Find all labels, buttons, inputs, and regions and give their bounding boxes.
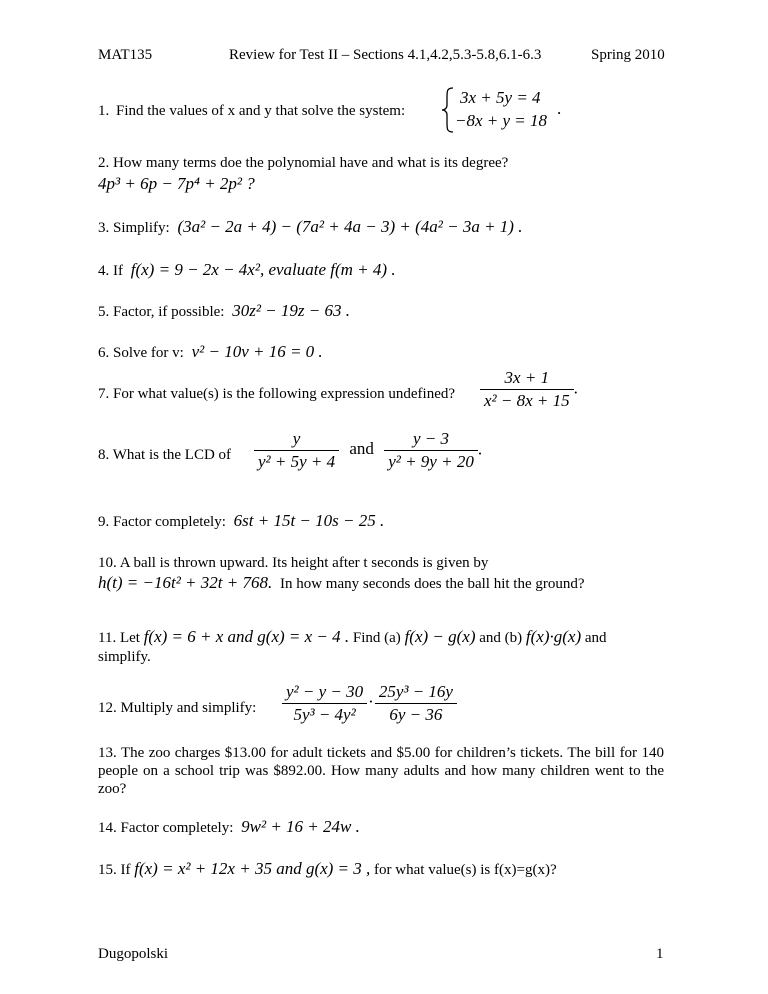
question-11 (98, 628, 607, 647)
question-11-line-2: simplify. (98, 649, 151, 665)
question-text: The zoo charges $13.00 for adult tickets and $5.00 for children’s tickets. The bill for 140 people on a school trip was $892.00. How many adults and how many children went to the zoo? (98, 745, 664, 797)
expression: f(x) = 9 − 2x − 4x², evaluate f(m + 4) . (130, 260, 396, 279)
denominator: y² + 5y + 4 (258, 452, 336, 471)
question-number: 7. (98, 386, 110, 402)
denominator: 5y³ − 4y² (293, 705, 356, 724)
question-text-2: In how many seconds does the ball hit the ground? (279, 576, 585, 592)
question-text: Solve for v: (113, 345, 184, 361)
fraction-2 (375, 682, 457, 725)
question-number: 12. (98, 700, 117, 716)
period: . (477, 439, 483, 459)
denominator: 6y − 36 (389, 705, 443, 724)
page-number: 1 (656, 946, 664, 962)
fraction-1 (282, 682, 367, 725)
question-text: Factor, if possible: (113, 304, 225, 320)
denominator: y² + 9y + 20 (388, 452, 474, 471)
question-number: 11. (98, 630, 117, 646)
expression-a: f(x) − g(x) (404, 627, 476, 646)
period: . (573, 378, 578, 398)
question-text: If (120, 862, 131, 878)
fraction (480, 368, 574, 411)
numerator: y (254, 429, 339, 451)
system-equation-1: 3x + 5y = 4 (460, 88, 541, 107)
question-text: For what value(s) is the following expression undefined? (113, 386, 456, 402)
question-number: 6. (98, 345, 110, 361)
denominator: x² − 8x + 15 (484, 391, 570, 410)
expression: 9w² + 16 + 24w . (241, 817, 360, 836)
period: . (557, 99, 562, 118)
question-number: 10. (98, 555, 117, 571)
question-number: 14. (98, 820, 117, 836)
question-text: Let (119, 630, 140, 646)
question-text: Multiply and simplify: (120, 700, 257, 716)
question-text: What is the LCD of (112, 447, 232, 463)
term: Spring 2010 (591, 47, 665, 63)
question-10-line-2 (98, 574, 585, 593)
expression: 6st + 15t − 10s − 25 . (233, 511, 385, 530)
question-text-2: Find (a) (352, 630, 401, 646)
question-7 (98, 385, 455, 403)
question-15 (98, 860, 557, 879)
expression: (3a² − 2a + 4) − (7a² + 4a − 3) + (4a² − 3a + 1) . (177, 217, 523, 236)
numerator: y − 3 (384, 429, 478, 451)
numerator: 3x + 1 (480, 368, 574, 390)
fraction-1 (254, 429, 339, 472)
numerator: y² − y − 30 (282, 682, 367, 704)
question-number: 13. (98, 745, 117, 761)
question-text: Factor completely: (113, 514, 226, 530)
polynomial-expression: 4p³ + 6p − 7p⁴ + 2p² ? (98, 174, 255, 193)
product-expression (282, 682, 457, 725)
question-number: 8. (98, 447, 110, 463)
question-12 (98, 699, 256, 717)
question-text: Simplify: (113, 220, 170, 236)
question-4 (98, 261, 396, 280)
numerator: 25y³ − 16y (375, 682, 457, 704)
question-8 (98, 446, 231, 464)
question-14 (98, 818, 360, 837)
multiply-operator: · (368, 692, 374, 712)
question-6 (98, 343, 323, 362)
function-definitions: f(x) = x² + 12x + 35 and g(x) = 3 , (134, 859, 371, 878)
question-3 (98, 218, 522, 237)
rational-expression (480, 368, 578, 411)
question-text-3: and (b) (479, 630, 523, 646)
brace-icon (441, 87, 455, 133)
expression: v² − 10v + 16 = 0 . (191, 342, 323, 361)
and-word: and (349, 439, 374, 459)
footer-author: Dugopolski (98, 946, 169, 962)
question-text-2: for what value(s) is f(x)=g(x)? (374, 862, 557, 878)
question-number: 4. (98, 263, 110, 279)
question-number: 3. (98, 220, 110, 236)
question-number: 5. (98, 304, 110, 320)
question-10 (98, 554, 488, 572)
question-number: 9. (98, 514, 110, 530)
question-text: How many terms doe the polynomial have and what is its degree? (113, 155, 509, 171)
expression: 30z² − 19z − 63 . (232, 301, 350, 320)
document-title: Review for Test II – Sections 4.1,4.2,5.3-5.8,6.1-6.3 (229, 47, 542, 63)
question-number: 1. (98, 103, 110, 119)
question-2 (98, 154, 508, 172)
system-brace (441, 87, 455, 138)
question-5 (98, 302, 350, 321)
expression-b: f(x)·g(x) (525, 627, 582, 646)
question-9 (98, 512, 384, 531)
question-text: Factor completely: (120, 820, 234, 836)
question-number: 2. (98, 155, 110, 171)
height-function: h(t) = −16t² + 32t + 768. (98, 573, 273, 592)
question-13 (98, 744, 664, 798)
function-definitions: f(x) = 6 + x and g(x) = x − 4 . (143, 627, 350, 646)
question-text: A ball is thrown upward. Its height after t seconds is given by (119, 555, 489, 571)
question-text-4: and (584, 630, 607, 646)
course-code: MAT135 (98, 47, 153, 63)
lcd-expressions (254, 429, 482, 472)
system-equation-2: −8x + y = 18 (455, 111, 548, 130)
question-number: 15. (98, 862, 117, 878)
question-text: Find the values of x and y that solve the system: (116, 103, 406, 119)
fraction-2 (384, 429, 478, 472)
question-text: If (113, 263, 123, 279)
